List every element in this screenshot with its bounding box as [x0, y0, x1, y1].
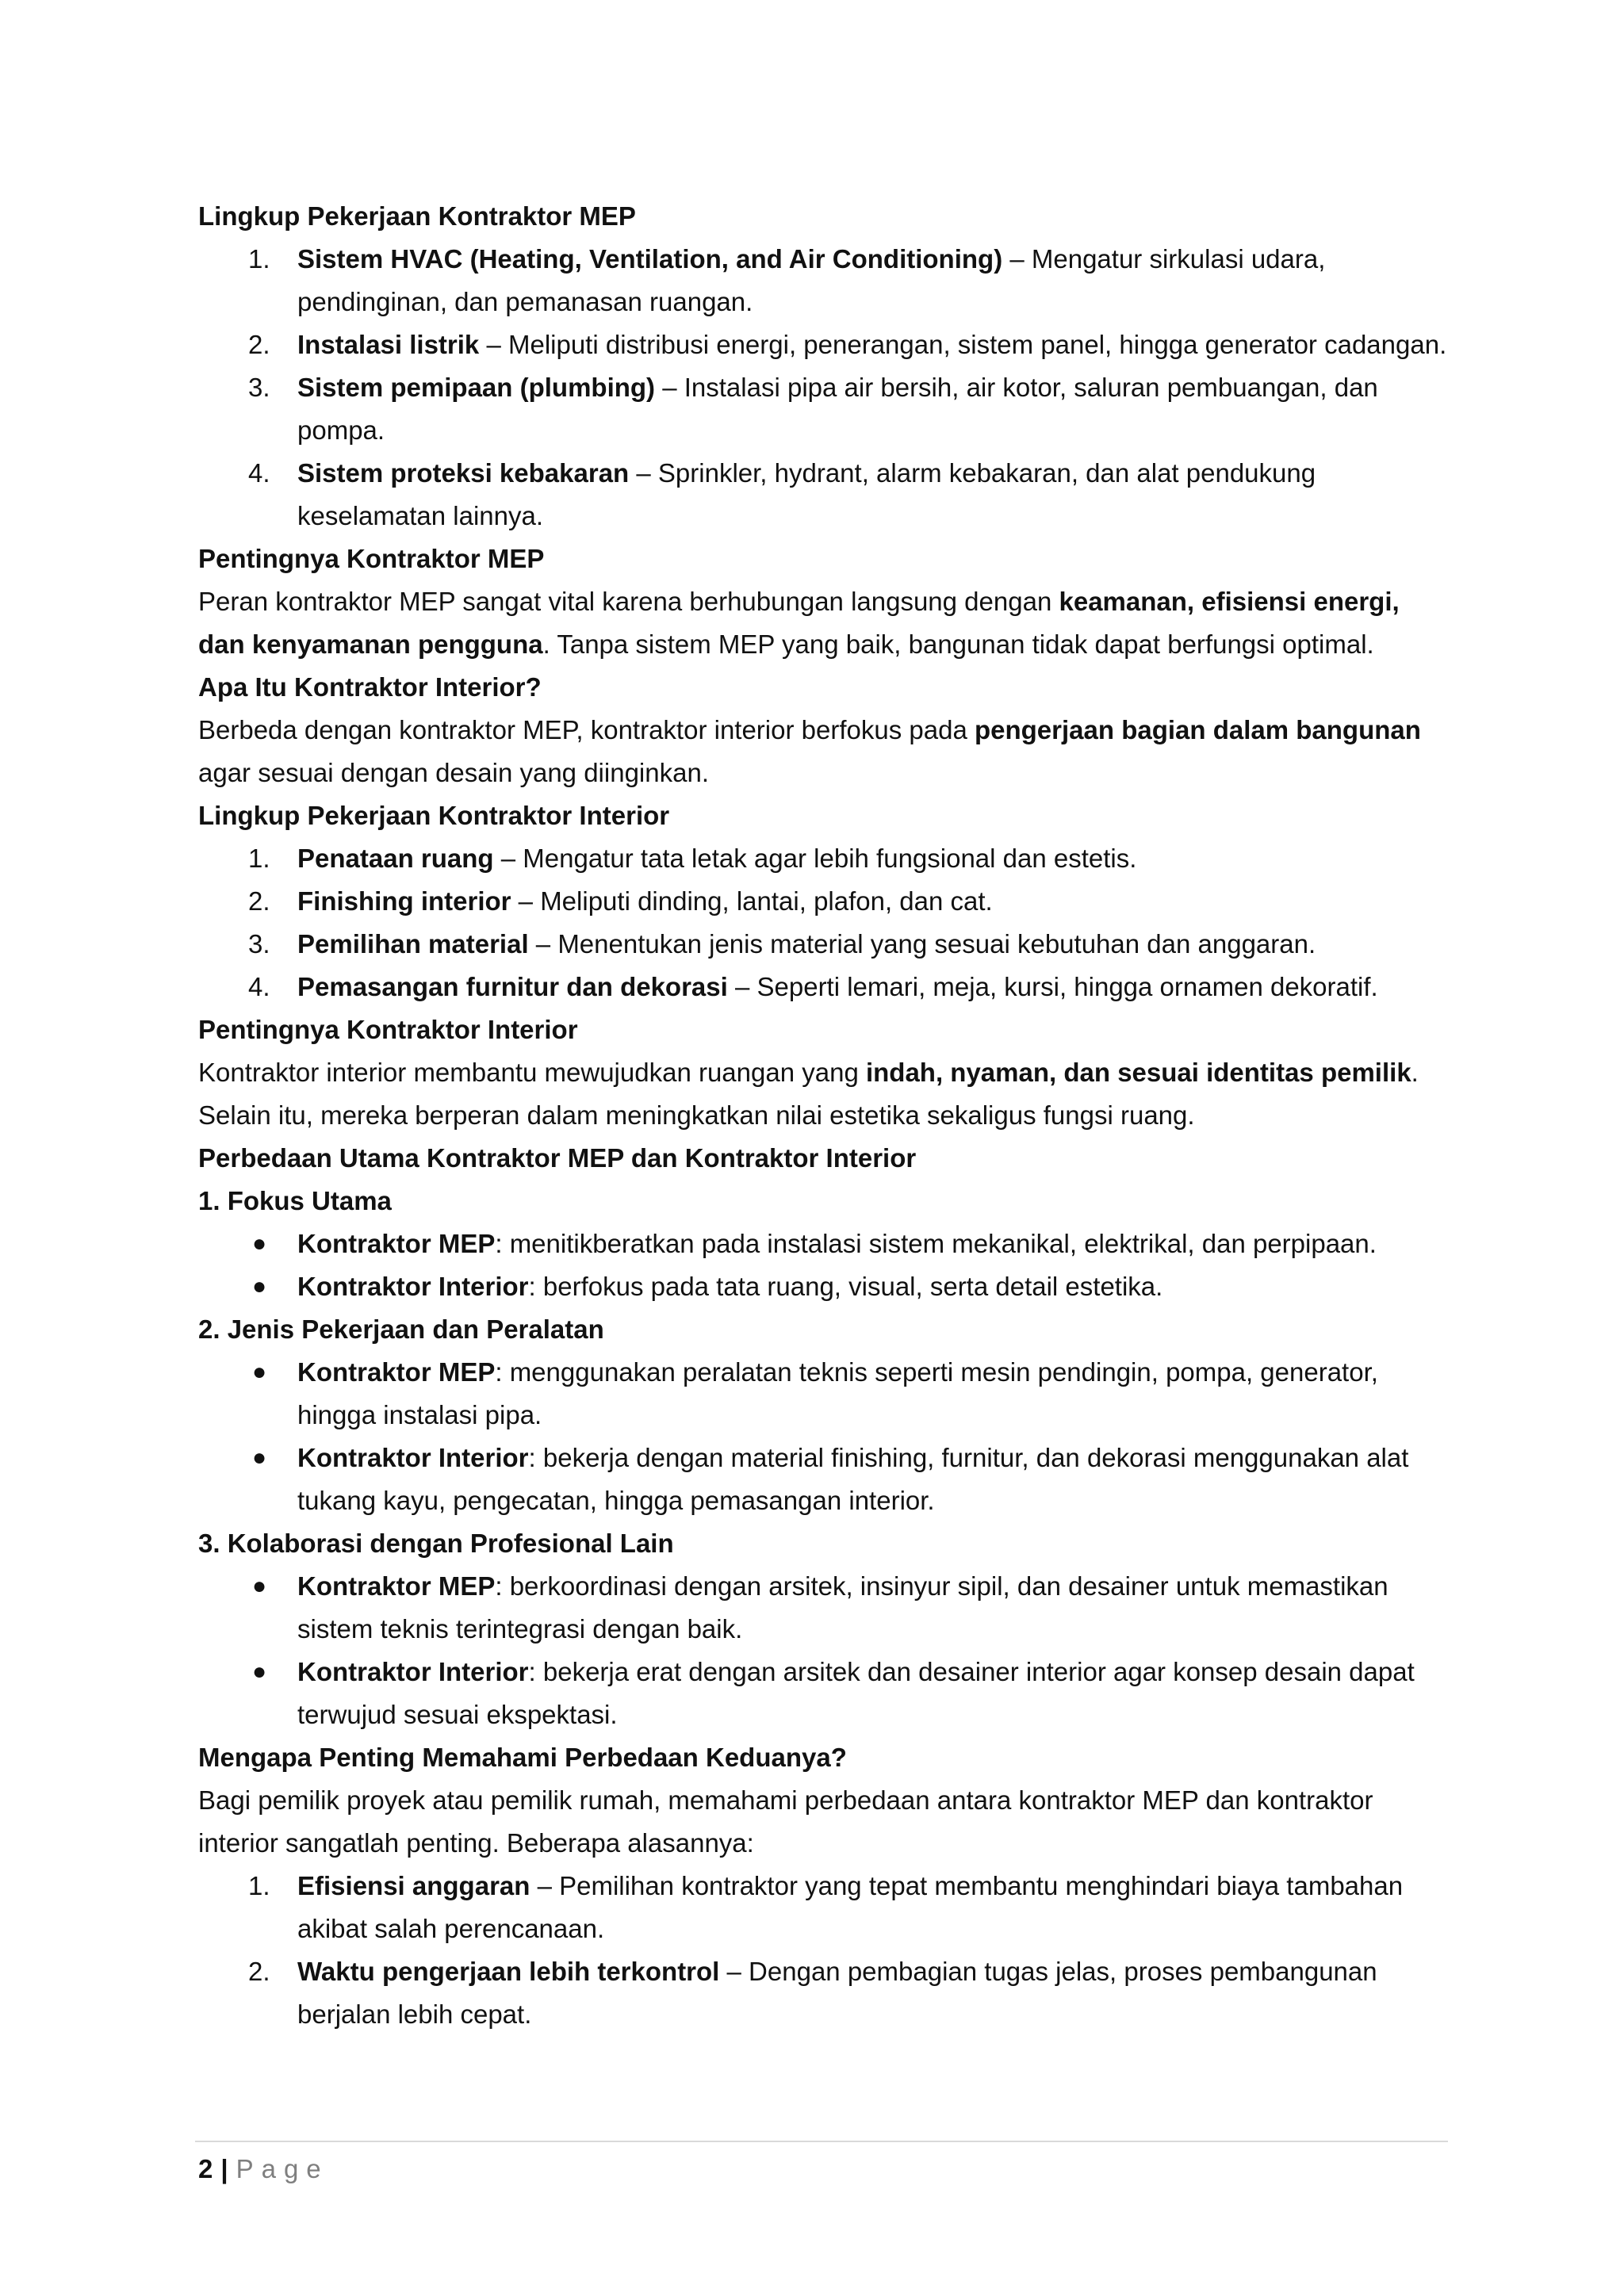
bullet-icon: ● [252, 1445, 267, 1471]
list-number: 2. [248, 886, 270, 916]
list-item-desc: – Seperti lemari, meja, kursi, hingga ornamen dekoratif. [727, 972, 1378, 1001]
subheading-difference-group: 1. Fokus Utama [198, 1186, 392, 1215]
list-item-term: Finishing interior [297, 886, 511, 916]
numbered-list-why [198, 1865, 1447, 2036]
list-item-term: Kontraktor Interior [297, 1657, 529, 1686]
list-item-term: Waktu pengerjaan lebih terkontrol [297, 1957, 720, 1986]
footer-divider [195, 2141, 1448, 2142]
list-item-term: Pemasangan furnitur dan dekorasi [297, 972, 728, 1001]
list-item [198, 1865, 1447, 1950]
list-item-term: Kontraktor MEP [297, 1229, 496, 1258]
list-item-desc: – Dengan pembagian tugas jelas, proses pembangunan berjalan lebih cepat. [297, 1957, 1377, 2029]
list-number: 3. [248, 929, 270, 959]
page-label: Page [236, 2154, 329, 2183]
paragraph-mep-importance [198, 580, 1447, 666]
list-item [198, 837, 1447, 880]
paragraph-emphasis: keamanan, efisiensi energi, dan kenyamanan pengguna [198, 587, 1400, 659]
bullet-icon: ● [252, 1359, 267, 1385]
list-item-desc: : menitikberatkan pada instalasi sistem mekanikal, elektrikal, dan perpipaan. [495, 1229, 1377, 1258]
paragraph-emphasis: pengerjaan bagian dalam bangunan [974, 715, 1421, 744]
bullet-list [198, 1565, 1447, 1736]
list-number: 2. [248, 330, 270, 359]
list-item [198, 1437, 1447, 1522]
list-item [198, 1950, 1447, 2036]
list-item [198, 1265, 1447, 1308]
list-number: 1. [248, 844, 270, 873]
list-item [198, 366, 1447, 452]
list-item [198, 880, 1447, 923]
bullet-icon: ● [252, 1659, 267, 1685]
list-number: 1. [248, 1871, 270, 1900]
bullet-list [198, 1351, 1447, 1522]
list-item-term: Kontraktor MEP [297, 1571, 496, 1601]
list-item-term: Efisiensi anggaran [297, 1871, 530, 1900]
list-item-desc: : berfokus pada tata ruang, visual, serta detail estetika. [528, 1272, 1163, 1301]
list-item [198, 323, 1447, 366]
subheading-difference-group: 2. Jenis Pekerjaan dan Peralatan [198, 1314, 604, 1344]
heading-why: Mengapa Penting Memahami Perbedaan Keduanya? [198, 1743, 847, 1772]
list-item-desc: – Sprinkler, hydrant, alarm kebakaran, dan alat pendukung keselamatan lainnya. [297, 458, 1316, 530]
footer-separator: | [220, 2154, 228, 2183]
heading-mep-importance: Pentingnya Kontraktor MEP [198, 544, 545, 573]
list-item-term: Instalasi listrik [297, 330, 480, 359]
list-item-desc: – Menentukan jenis material yang sesuai kebutuhan dan anggaran. [528, 929, 1316, 959]
paragraph-emphasis: indah, nyaman, dan sesuai identitas pemilik [865, 1058, 1411, 1087]
paragraph-text: agar sesuai dengan desain yang diinginkan. [198, 758, 709, 787]
list-item-desc: – Meliputi dinding, lantai, plafon, dan cat. [511, 886, 993, 916]
paragraph-interior-importance [198, 1051, 1447, 1137]
paragraph-text: . Tanpa sistem MEP yang baik, bangunan tidak dapat berfungsi optimal. [542, 629, 1374, 659]
bullet-icon: ● [252, 1573, 267, 1599]
list-item-desc: – Mengatur tata letak agar lebih fungsional dan estetis. [493, 844, 1137, 873]
heading-differences: Perbedaan Utama Kontraktor MEP dan Kontraktor Interior [198, 1143, 917, 1173]
paragraph-why: Bagi pemilik proyek atau pemilik rumah, memahami perbedaan antara kontraktor MEP dan kontraktor interior sangatlah penting. Beberapa alasannya: [198, 1785, 1373, 1858]
list-item-term: Sistem HVAC (Heating, Ventilation, and Air Conditioning) [297, 244, 1003, 274]
heading-interior-scope: Lingkup Pekerjaan Kontraktor Interior [198, 801, 670, 830]
numbered-list-mep-scope [198, 238, 1447, 538]
list-item-term: Kontraktor Interior [297, 1443, 529, 1472]
paragraph-interior-intro [198, 709, 1447, 794]
document-body [198, 195, 1447, 2036]
list-item-term: Kontraktor MEP [297, 1357, 496, 1387]
page-footer [198, 2150, 329, 2188]
list-number: 1. [248, 244, 270, 274]
bullet-icon: ● [252, 1273, 267, 1299]
list-item-desc: : bekerja erat dengan arsitek dan desainer interior agar konsep desain dapat terwujud sesuai ekspektasi. [297, 1657, 1415, 1729]
list-number: 3. [248, 373, 270, 402]
heading-mep-scope: Lingkup Pekerjaan Kontraktor MEP [198, 201, 636, 231]
paragraph-text: . Selain itu, mereka berperan dalam meningkatkan nilai estetika sekaligus fungsi ruang. [198, 1058, 1419, 1130]
list-item [198, 1351, 1447, 1437]
list-number: 4. [248, 972, 270, 1001]
list-item-term: Pemilihan material [297, 929, 529, 959]
list-item [198, 452, 1447, 538]
bullet-list [198, 1223, 1447, 1308]
subheading-difference-group: 3. Kolaborasi dengan Profesional Lain [198, 1529, 674, 1558]
paragraph-text: Berbeda dengan kontraktor MEP, kontraktor interior berfokus pada [198, 715, 975, 744]
page-number: 2 [198, 2154, 213, 2183]
heading-interior-importance: Pentingnya Kontraktor Interior [198, 1015, 578, 1044]
paragraph-text: Kontraktor interior membantu mewujudkan ruangan yang [198, 1058, 866, 1087]
list-item-desc: : bekerja dengan material finishing, furnitur, dan dekorasi menggunakan alat tukang kayu, pengecatan, hingga pemasangan interior. [297, 1443, 1409, 1515]
list-item-term: Sistem proteksi kebakaran [297, 458, 630, 488]
list-item [198, 238, 1447, 323]
list-item [198, 1565, 1447, 1651]
list-item-desc: – Mengatur sirkulasi udara, pendinginan, dan pemanasan ruangan. [297, 244, 1326, 316]
list-item-desc: – Instalasi pipa air bersih, air kotor, saluran pembuangan, dan pompa. [297, 373, 1378, 445]
list-item-desc: – Meliputi distribusi energi, penerangan, sistem panel, hingga generator cadangan. [479, 330, 1447, 359]
list-item [198, 1223, 1447, 1265]
list-item-desc: – Pemilihan kontraktor yang tepat membantu menghindari biaya tambahan akibat salah perencanaan. [297, 1871, 1404, 1943]
list-item [198, 1651, 1447, 1736]
list-number: 4. [248, 458, 270, 488]
list-item [198, 923, 1447, 966]
bullet-icon: ● [252, 1230, 267, 1257]
list-item-term: Kontraktor Interior [297, 1272, 529, 1301]
list-item [198, 966, 1447, 1008]
list-number: 2. [248, 1957, 270, 1986]
heading-interior-intro: Apa Itu Kontraktor Interior? [198, 672, 542, 702]
paragraph-text: Peran kontraktor MEP sangat vital karena berhubungan langsung dengan [198, 587, 1059, 616]
list-item-term: Penataan ruang [297, 844, 494, 873]
numbered-list-interior-scope [198, 837, 1447, 1008]
list-item-desc: : berkoordinasi dengan arsitek, insinyur sipil, dan desainer untuk memastikan sistem teknis terintegrasi dengan baik. [297, 1571, 1388, 1644]
list-item-desc: : menggunakan peralatan teknis seperti mesin pendingin, pompa, generator, hingga instalasi pipa. [297, 1357, 1378, 1429]
list-item-term: Sistem pemipaan (plumbing) [297, 373, 656, 402]
